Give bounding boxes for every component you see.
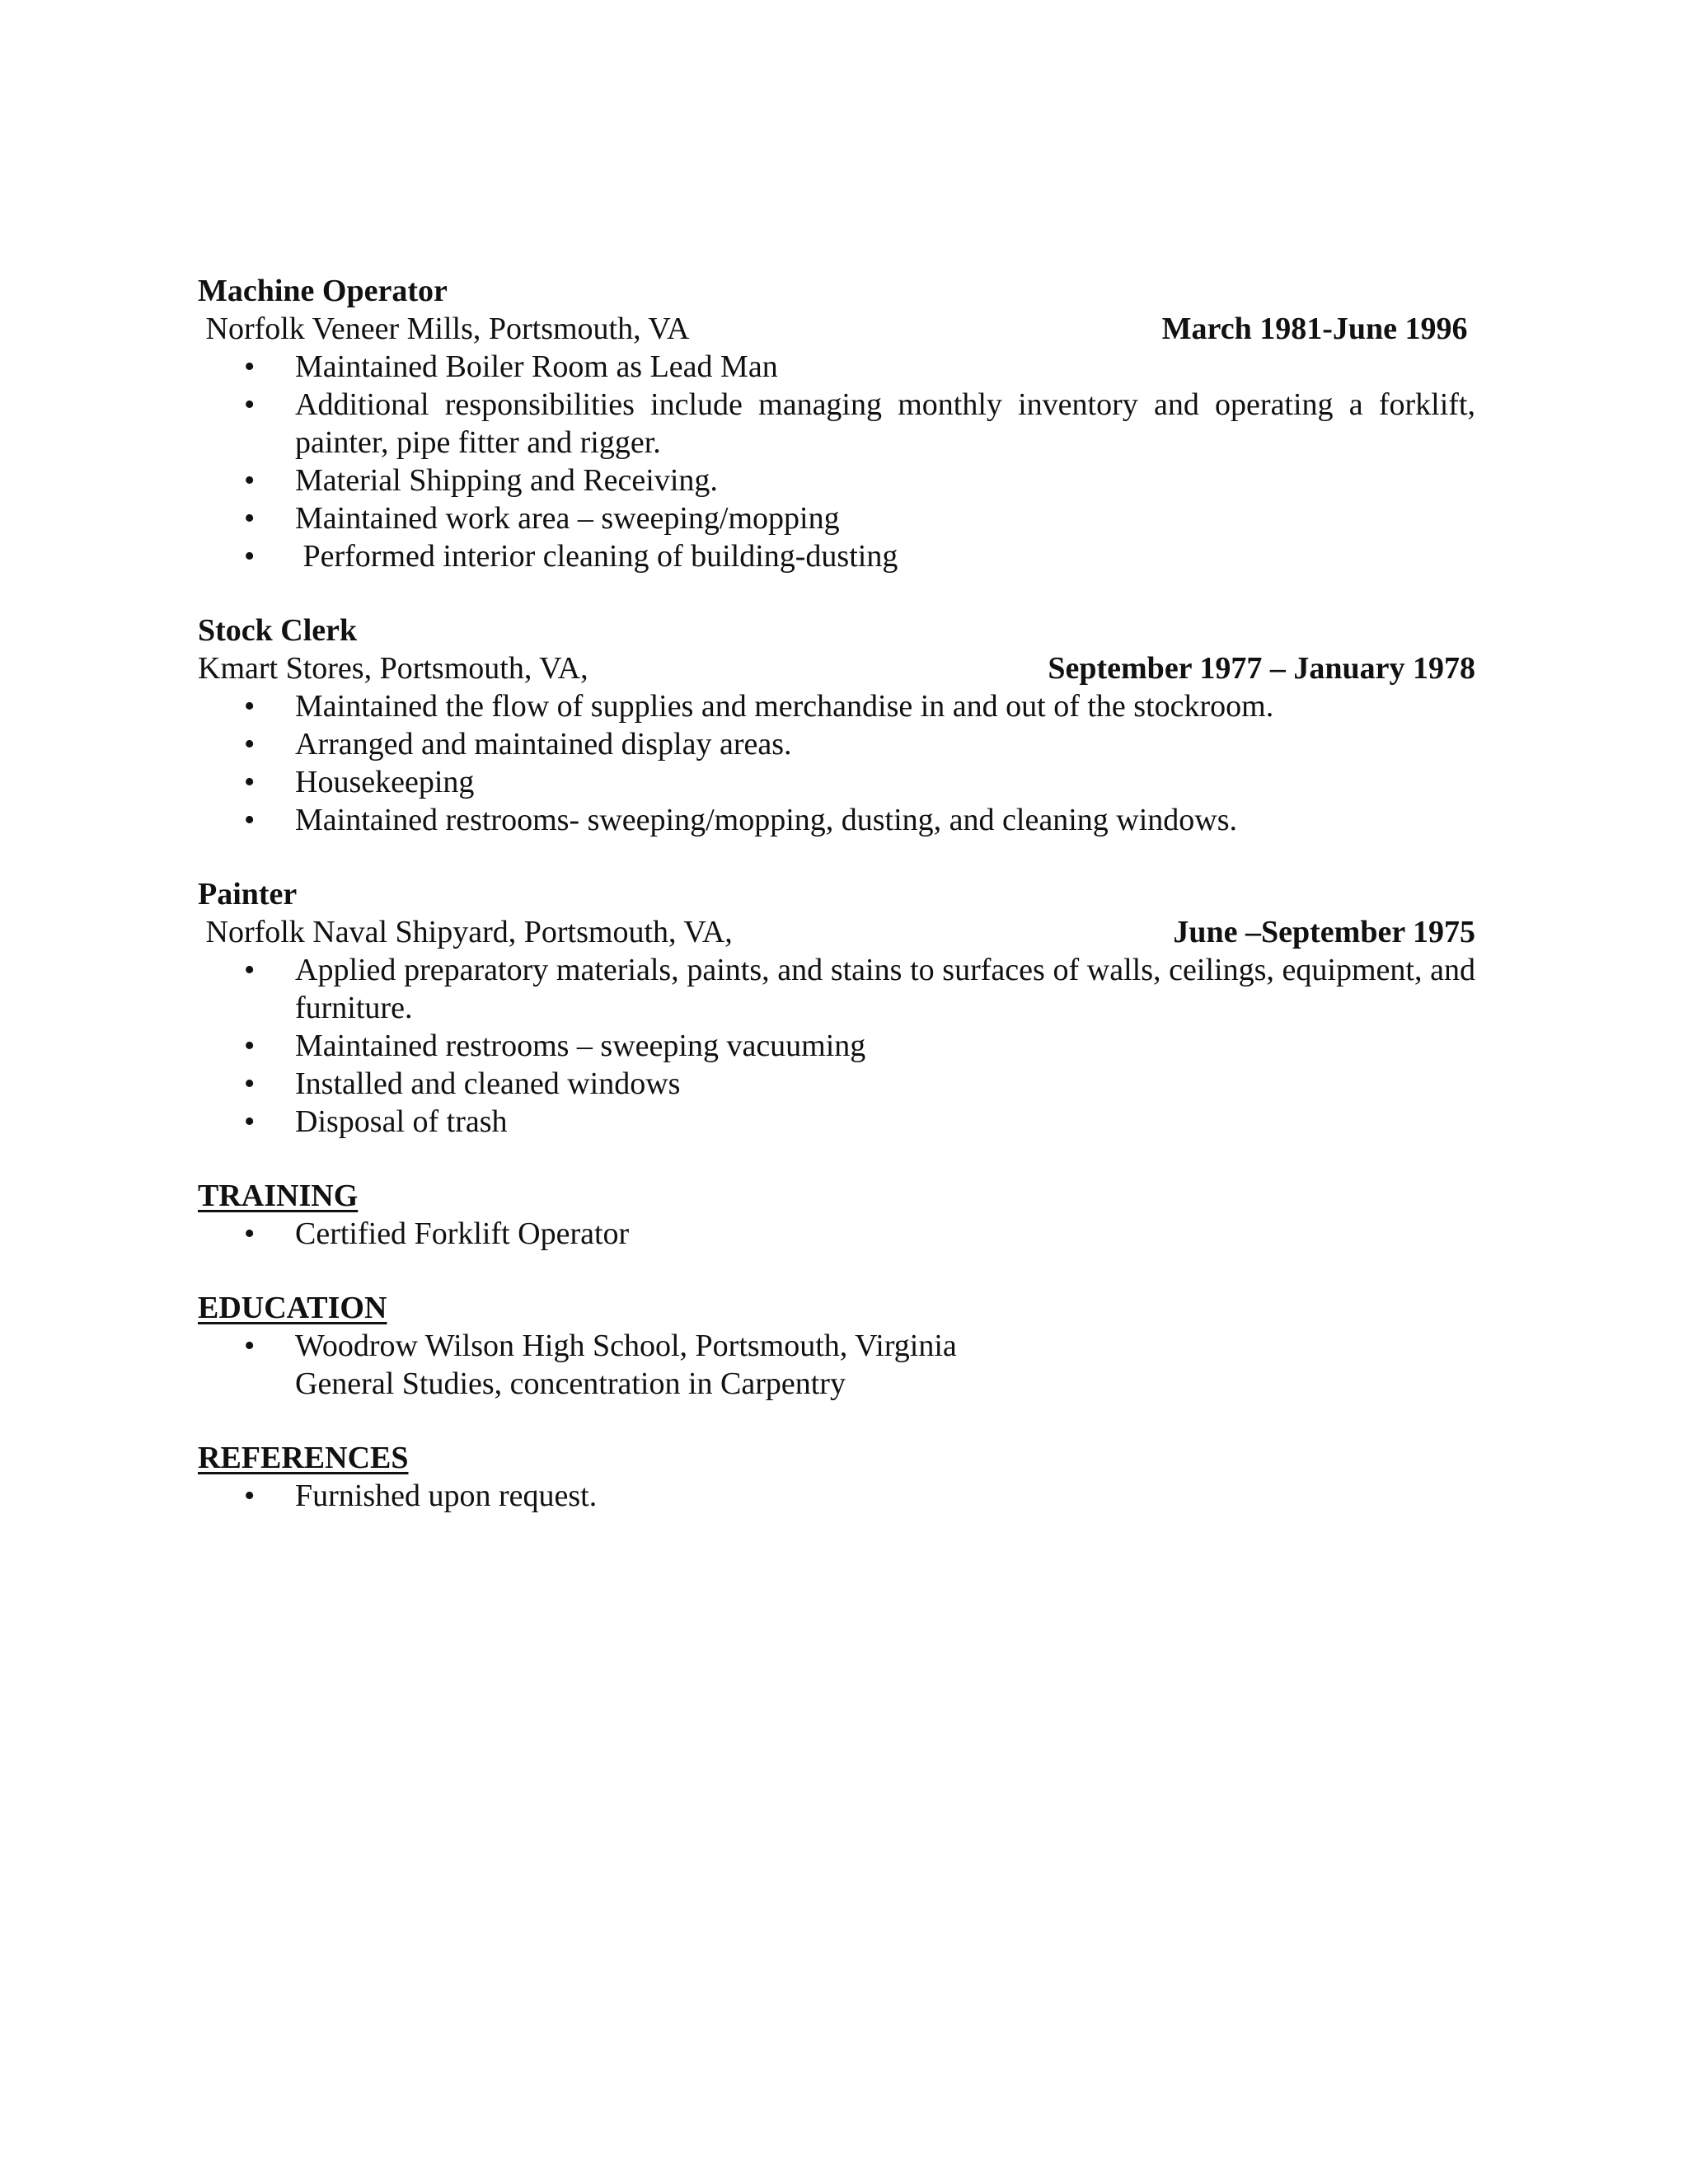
resume-content [198, 272, 1475, 1515]
job-title: Stock Clerk [198, 613, 358, 648]
job-title: Machine Operator [198, 274, 448, 308]
education-school: • Woodrow Wilson High School, Portsmouth, Virginia [198, 1327, 1475, 1365]
job-employer: Norfolk Naval Shipyard, Portsmouth, VA, [198, 915, 733, 949]
job-duty-item: • Maintained Boiler Room as Lead Man [198, 348, 1475, 386]
job-duty-item: • Additional responsibilities include managing monthly inventory and operating a forklift, painter, pipe fitter and rigger. [198, 386, 1475, 462]
job-dates: March 1981-June 1996 [1161, 312, 1475, 346]
job-duty-item: • Housekeeping [198, 763, 1475, 801]
job-employer-line [198, 649, 1475, 687]
job-duties-list [198, 951, 1475, 1141]
job-title: Painter [198, 877, 298, 912]
references-heading: REFERENCES [198, 1441, 409, 1475]
education-list [198, 1327, 1475, 1365]
job-entry-painter [198, 875, 1475, 1141]
training-section [198, 1177, 1475, 1253]
job-duty-item: • Maintained the flow of supplies and merchandise in and out of the stockroom. [198, 687, 1475, 725]
job-duty-item: • Applied preparatory materials, paints, and stains to surfaces of walls, ceilings, equipment, and furniture. [198, 951, 1475, 1027]
training-heading: TRAINING [198, 1179, 359, 1213]
job-duty-item: • Performed interior cleaning of building-dusting [198, 537, 1475, 575]
education-studies: General Studies, concentration in Carpentry [295, 1366, 846, 1401]
training-list [198, 1215, 1475, 1253]
job-duty-item: • Maintained restrooms- sweeping/mopping, dusting, and cleaning windows. [198, 801, 1475, 839]
job-employer-line [198, 913, 1475, 951]
job-entry-stock-clerk [198, 612, 1475, 839]
job-duties-list [198, 687, 1475, 839]
references-section [198, 1439, 1475, 1515]
job-duty-item: • Maintained work area – sweeping/mopping [198, 499, 1475, 537]
job-duty-item: • Material Shipping and Receiving. [198, 462, 1475, 499]
job-duty-item: • Disposal of trash [198, 1103, 1475, 1141]
job-dates: June –September 1975 [1173, 915, 1475, 949]
education-section [198, 1289, 1475, 1403]
job-entry-machine-operator [198, 272, 1475, 575]
education-heading: EDUCATION [198, 1291, 387, 1325]
job-duty-item: • Installed and cleaned windows [198, 1065, 1475, 1103]
references-list [198, 1477, 1475, 1515]
training-item: • Certified Forklift Operator [198, 1215, 1475, 1253]
job-employer-line [198, 310, 1475, 348]
job-duty-item: • Arranged and maintained display areas. [198, 725, 1475, 763]
job-duties-list [198, 348, 1475, 575]
references-item: • Furnished upon request. [198, 1477, 1475, 1515]
job-employer: Norfolk Veneer Mills, Portsmouth, VA [198, 312, 690, 346]
job-duty-item: • Maintained restrooms – sweeping vacuuming [198, 1027, 1475, 1065]
job-dates: September 1977 – January 1978 [1048, 651, 1475, 686]
job-employer: Kmart Stores, Portsmouth, VA, [198, 651, 588, 686]
